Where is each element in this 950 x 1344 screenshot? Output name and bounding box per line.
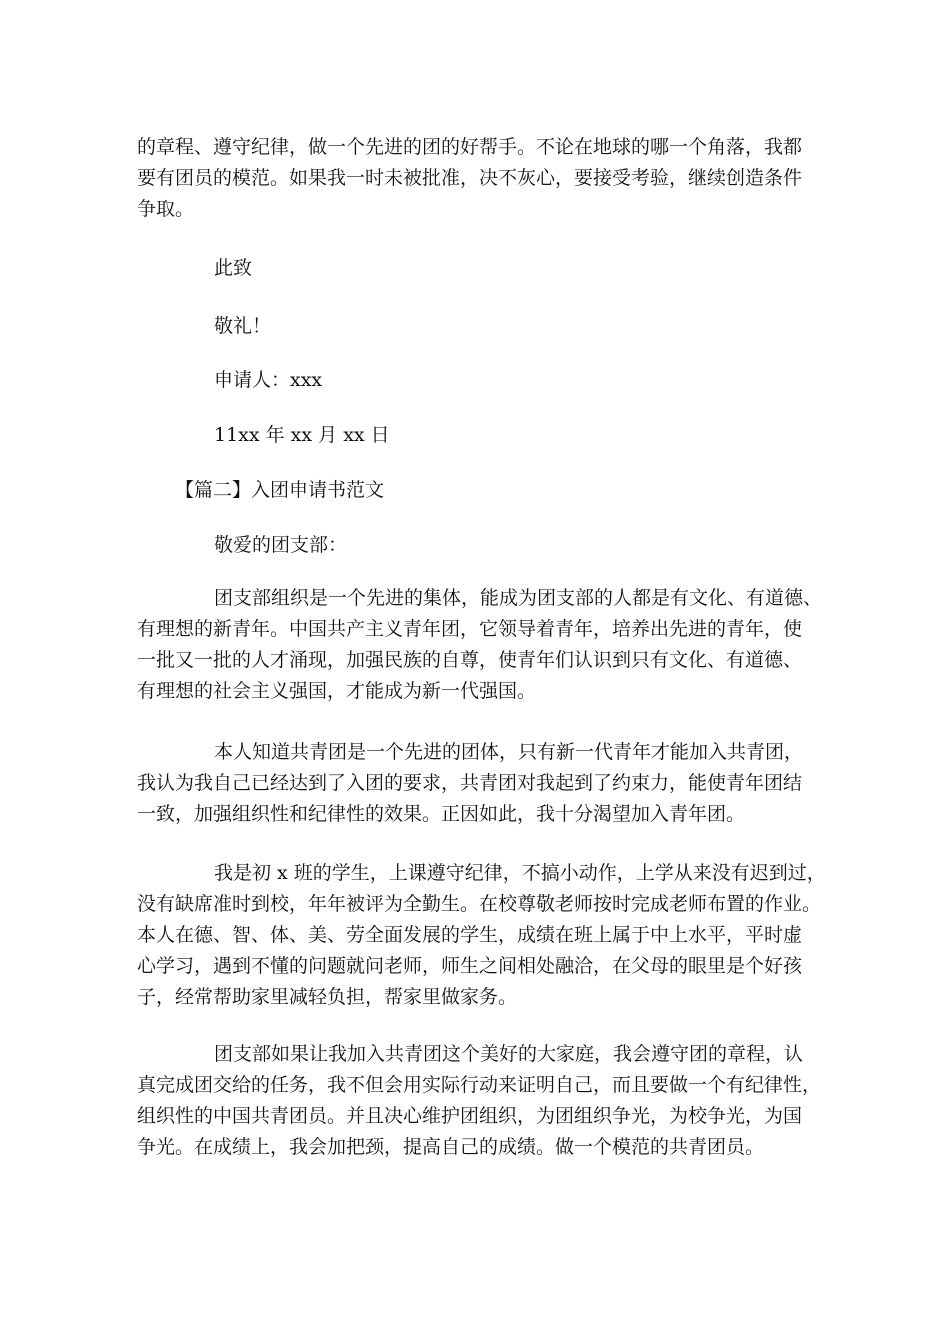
text-line: 没有缺席准时到校，年年被评为全勤生。在校尊敬老师按时完成老师布置的作业。 (137, 893, 822, 915)
text-line: 心学习，遇到不懂的问题就问老师，师生之间相处融洽，在父母的眼里是个好孩 (137, 955, 803, 977)
text-line: 本人在德、智、体、美、劳全面发展的学生，成绩在班上属于中上水平，平时虚 (137, 924, 803, 946)
text-line: 一致，加强组织性和纪律性的效果。正因如此，我十分渴望加入青年团。 (137, 803, 746, 825)
body-paragraph-3 (137, 858, 826, 1013)
text-line: 的章程、遵守纪律，做一个先进的团的好帮手。不论在地球的哪一个角落，我都 (137, 136, 803, 158)
body-paragraph-4 (137, 1039, 822, 1163)
text-line: 有理想的社会主义强国，才能成为新一代强国。 (137, 680, 537, 702)
text-line: 我是初 x 班的学生，上课遵守纪律，不搞小动作，上学从来没有迟到过， (214, 862, 826, 884)
text-line: 团支部组织是一个先进的集体，能成为团支部的人都是有文化、有道德、 (214, 587, 823, 609)
text-line: 我认为我自己已经达到了入团的要求，共青团对我起到了约束力，能使青年团结 (137, 772, 803, 794)
text-line: 子，经常帮助家里减轻负担，帮家里做家务。 (137, 986, 518, 1008)
section-heading: 【篇二】入团申请书范文 (175, 479, 385, 501)
text-line: 本人知道共青团是一个先进的团体，只有新一代青年才能加入共青团， (214, 741, 804, 763)
applicant-signature: 申请人：xxx (214, 369, 323, 391)
text-line: 团支部如果让我加入共青团这个美好的大家庭，我会遵守团的章程，认 (214, 1043, 804, 1065)
application-date: 11xx 年 xx 月 xx 日 (214, 424, 390, 446)
text-line: 争取。 (137, 198, 195, 220)
text-line: 一批又一批的人才涌现，加强民族的自尊，使青年们认识到只有文化、有道德、 (137, 649, 803, 671)
body-paragraph-1 (137, 583, 823, 707)
text-line: 真完成团交给的任务，我不但会用实际行动来证明自己，而且要做一个有纪律性， (137, 1074, 822, 1096)
text-line: 要有团员的模范。如果我一时未被批准，决不灰心，要接受考验，继续创造条件 (137, 167, 803, 189)
body-paragraph-2 (137, 737, 817, 830)
text-line: 组织性的中国共青团员。并且决心维护团组织，为团组织争光，为校争光，为国 (137, 1105, 803, 1127)
text-line: 争光。在成绩上，我会加把颈，提高自己的成绩。做一个模范的共青团员。 (137, 1136, 765, 1158)
closing-regards: 敬礼！ (214, 315, 272, 337)
text-line: 有理想的新青年。中国共产主义青年团，它领导着青年，培养出先进的青年，使 (137, 618, 803, 640)
closing-salutation: 此致 (214, 257, 253, 279)
letter-greeting: 敬爱的团支部： (214, 534, 348, 556)
continuation-paragraph (137, 132, 817, 225)
